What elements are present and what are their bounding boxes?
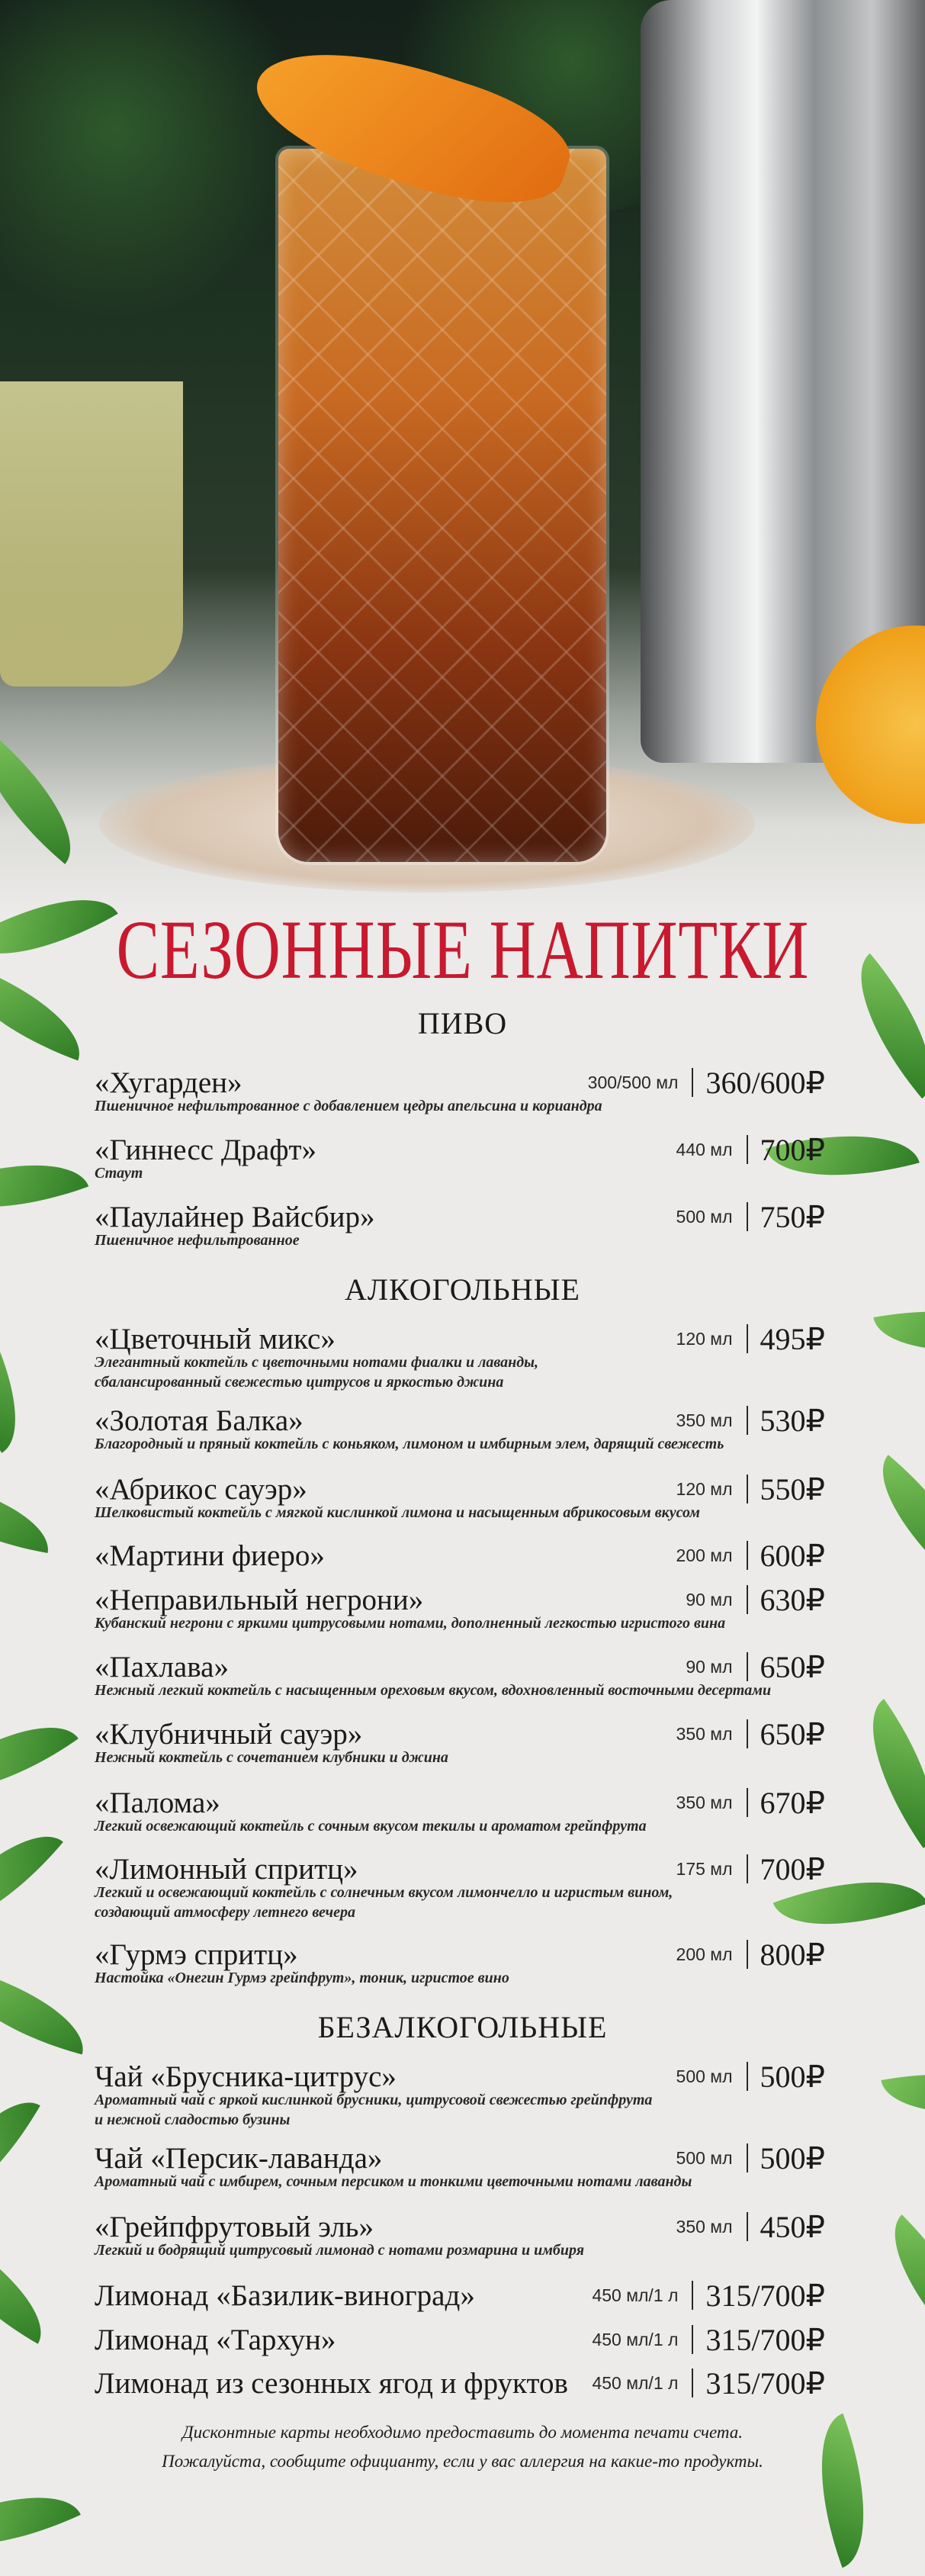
menu-item-row bbox=[95, 2058, 825, 2095]
leaf-decoration bbox=[900, 1117, 925, 1271]
item-price: 315/700₽ bbox=[705, 2322, 825, 2357]
menu-item bbox=[95, 1131, 825, 1183]
item-name: «Цветочный микс» bbox=[95, 1322, 336, 1356]
menu-item-row bbox=[95, 1131, 825, 1168]
menu-item-row bbox=[95, 2321, 825, 2358]
section-heading-beer: ПИВО bbox=[417, 1006, 508, 1040]
item-name: «Золотая Балка» bbox=[95, 1404, 304, 1437]
item-description: Кубанский негрони с яркими цитрусовыми нотами, дополненный легкостью игристого вина bbox=[95, 1615, 726, 1632]
item-volume: 350 мл bbox=[676, 2216, 733, 2237]
divider bbox=[747, 1202, 748, 1231]
item-description: Ароматный чай с имбирем, сочным персиком и тонкими цветочными нотами лаванды bbox=[95, 2173, 692, 2190]
menu-item-row bbox=[95, 1648, 825, 1685]
item-price: 315/700₽ bbox=[705, 2278, 825, 2313]
divider bbox=[747, 2062, 748, 2091]
divider bbox=[747, 1652, 748, 1681]
item-description: Элегантный коктейль с цветочными нотами фиалки и лаванды, сбалансированный свежестью цитрусов и яркостью джина bbox=[95, 1354, 539, 1391]
leaf-decoration bbox=[0, 2225, 65, 2344]
foliage-bg bbox=[0, 0, 305, 320]
item-price: 360/600₽ bbox=[705, 1065, 825, 1100]
menu-item bbox=[95, 1402, 825, 1454]
item-name: «Гиннесс Драфт» bbox=[95, 1133, 317, 1166]
item-name: «Пахлава» bbox=[95, 1650, 229, 1684]
divider bbox=[747, 1940, 748, 1969]
leaf-decoration bbox=[0, 1137, 88, 1237]
item-price: 630₽ bbox=[760, 1582, 825, 1617]
item-volume: 500 мл bbox=[676, 2066, 733, 2086]
divider bbox=[747, 1406, 748, 1435]
item-description: Легкий и освежающий коктейль с солнечным вкусом лимончелло и игристым вином, создающий атмосферу летнего вечера bbox=[95, 1884, 673, 1921]
menu-item bbox=[95, 2140, 825, 2192]
page-title-text: СЕЗОННЫЕ НАПИТКИ bbox=[116, 903, 809, 996]
menu-item-row bbox=[95, 1064, 825, 1101]
leaf-decoration bbox=[864, 2214, 925, 2355]
leaf-decoration bbox=[881, 2055, 925, 2133]
item-volume: 500 мл bbox=[676, 1206, 733, 1227]
page-title bbox=[0, 903, 925, 996]
menu-item bbox=[95, 1784, 825, 1836]
item-volume: 200 мл bbox=[676, 1545, 733, 1565]
item-volume: 450 мл/1 л bbox=[592, 2329, 679, 2349]
section-heading-non-alcoholic: БЕЗАЛКОГОЛЬНЫЕ bbox=[317, 2010, 608, 2044]
menu-item-row bbox=[95, 1581, 825, 1618]
menu-item bbox=[95, 2321, 825, 2358]
item-name: «Мартини фиеро» bbox=[95, 1539, 325, 1572]
leaf-decoration bbox=[0, 1695, 79, 1822]
item-name: «Палома» bbox=[95, 1786, 220, 1819]
menu-item-row bbox=[95, 1716, 825, 1752]
footer-note bbox=[0, 2418, 925, 2476]
menu-item-row bbox=[95, 1198, 825, 1235]
menu-item-row bbox=[95, 1471, 825, 1507]
leaf-decoration bbox=[854, 1455, 925, 1589]
leaf-decoration bbox=[0, 2079, 40, 2231]
item-name: «Гурмэ спритц» bbox=[95, 1938, 298, 1971]
menu-item bbox=[95, 1064, 825, 1116]
menu-item-row bbox=[95, 1537, 825, 1574]
item-description: Настойка «Онегин Гурмэ грейпфрут», тоник, игристое вино bbox=[95, 1970, 509, 1986]
divider bbox=[747, 1541, 748, 1570]
item-description: Нежный коктейль с сочетанием клубники и джина bbox=[95, 1749, 448, 1766]
item-name: Лимонад из сезонных ягод и фруктов bbox=[95, 2366, 568, 2400]
lemonade-glass-image bbox=[0, 381, 183, 687]
divider bbox=[747, 1719, 748, 1748]
item-volume: 450 мл/1 л bbox=[592, 2372, 679, 2393]
item-price: 500₽ bbox=[760, 2140, 825, 2176]
item-name: «Хугарден» bbox=[95, 1066, 242, 1099]
leaf-decoration bbox=[0, 1301, 48, 1453]
leaf-decoration bbox=[840, 1699, 925, 1848]
leaf-decoration bbox=[0, 1475, 57, 1553]
item-volume: 175 мл bbox=[676, 1858, 733, 1879]
divider bbox=[747, 1854, 748, 1883]
menu-item-row bbox=[95, 2140, 825, 2176]
item-description: Ароматный чай с яркой кислинкой брусники, цитрусовой свежестью грейпфрута и нежной сладостью бузины bbox=[95, 2092, 653, 2128]
item-volume: 120 мл bbox=[676, 1478, 733, 1499]
item-name: «Лимонный спритц» bbox=[95, 1852, 358, 1886]
item-volume: 300/500 мл bbox=[587, 1072, 679, 1092]
divider bbox=[747, 1788, 748, 1817]
item-description: Нежный легкий коктейль с насыщенным ореховым вкусом, вдохновленный восточными десертами bbox=[95, 1682, 772, 1699]
item-price: 315/700₽ bbox=[705, 2365, 825, 2401]
menu-item bbox=[95, 1198, 825, 1250]
item-name: «Клубничный сауэр» bbox=[95, 1717, 363, 1751]
hero-photo bbox=[0, 0, 925, 915]
item-volume: 90 мл bbox=[686, 1656, 733, 1677]
item-price: 800₽ bbox=[760, 1937, 825, 1972]
divider bbox=[747, 1475, 748, 1503]
divider bbox=[692, 2281, 693, 2310]
item-description: Стаут bbox=[95, 1165, 143, 1182]
menu-item bbox=[95, 2058, 825, 2130]
item-volume: 440 мл bbox=[676, 1139, 733, 1159]
item-volume: 200 мл bbox=[676, 1944, 733, 1964]
menu-item-row bbox=[95, 2365, 825, 2401]
footer-line-discount: Дисконтные карты необходимо предоставить до момента печати счета. bbox=[182, 2423, 743, 2442]
menu-item-row bbox=[95, 1851, 825, 1887]
item-description: Легкий освежающий коктейль с сочным вкусом текилы и ароматом грейпфрута bbox=[95, 1818, 647, 1835]
menu-item bbox=[95, 1716, 825, 1767]
item-description: Благородный и пряный коктейль с коньяком, лимоном и имбирным элем, дарящий свежесть bbox=[95, 1436, 724, 1452]
item-name: Лимонад «Базилик-виноград» bbox=[95, 2279, 475, 2312]
item-name: Чай «Персик-лаванда» bbox=[95, 2141, 383, 2175]
item-price: 670₽ bbox=[760, 1785, 825, 1820]
item-volume: 500 мл bbox=[676, 2147, 733, 2168]
divider bbox=[692, 2325, 693, 2354]
item-volume: 350 мл bbox=[676, 1723, 733, 1744]
item-price: 650₽ bbox=[760, 1716, 825, 1751]
item-description: Пшеничное нефильтрованное с добавлением цедры апельсина и кориандра bbox=[95, 1098, 602, 1114]
item-description: Шелковистый коктейль с мягкой кислинкой лимона и насыщенным абрикосовым вкусом bbox=[95, 1504, 700, 1521]
item-volume: 450 мл/1 л bbox=[592, 2285, 679, 2305]
menu-item-row bbox=[95, 1784, 825, 1821]
item-price: 450₽ bbox=[760, 2209, 825, 2244]
item-price: 500₽ bbox=[760, 2059, 825, 2094]
item-description: Пшеничное нефильтрованное bbox=[95, 1232, 300, 1249]
item-volume: 90 мл bbox=[686, 1589, 733, 1610]
item-price: 750₽ bbox=[760, 1199, 825, 1234]
menu-item bbox=[95, 1581, 825, 1633]
divider bbox=[747, 1585, 748, 1614]
item-volume: 120 мл bbox=[676, 1328, 733, 1349]
item-name: Чай «Брусника-цитрус» bbox=[95, 2060, 397, 2093]
divider bbox=[747, 2212, 748, 2241]
divider bbox=[692, 1068, 693, 1097]
leaf-decoration bbox=[0, 1808, 63, 1954]
menu-item-row bbox=[95, 1936, 825, 1973]
menu-item bbox=[95, 1936, 825, 1988]
menu-item bbox=[95, 1851, 825, 1922]
menu-item bbox=[95, 1648, 825, 1700]
item-name: «Неправильный негрони» bbox=[95, 1583, 424, 1616]
item-volume: 350 мл bbox=[676, 1410, 733, 1430]
menu-item bbox=[95, 2208, 825, 2260]
item-name: «Грейпфрутовый эль» bbox=[95, 2210, 374, 2243]
menu-item bbox=[95, 1471, 825, 1523]
menu-item bbox=[95, 1320, 825, 1392]
divider bbox=[747, 1135, 748, 1164]
menu-item bbox=[95, 2365, 825, 2401]
item-price: 530₽ bbox=[760, 1403, 825, 1438]
section-heading-alcoholic: АЛКОГОЛЬНЫЕ bbox=[345, 1272, 580, 1307]
item-price: 700₽ bbox=[760, 1132, 825, 1167]
menu-item-row bbox=[95, 1402, 825, 1439]
item-name: Лимонад «Тархун» bbox=[95, 2323, 336, 2356]
item-description: Легкий и бодрящий цитрусовый лимонад с нотами розмарина и имбиря bbox=[95, 2242, 585, 2259]
menu-item bbox=[95, 2277, 825, 2314]
divider bbox=[747, 1324, 748, 1353]
item-volume: 350 мл bbox=[676, 1792, 733, 1812]
item-price: 700₽ bbox=[760, 1851, 825, 1886]
item-price: 650₽ bbox=[760, 1649, 825, 1684]
divider bbox=[692, 2369, 693, 2398]
footer-line-allergy: Пожалуйста, сообщите официанту, если у вас аллергия на какие-то продукты. bbox=[162, 2452, 763, 2471]
cocktail-glass-image bbox=[278, 149, 606, 862]
leaf-decoration bbox=[0, 2466, 81, 2576]
menu-item-row bbox=[95, 1320, 825, 1357]
item-price: 550₽ bbox=[760, 1471, 825, 1507]
menu-item-row bbox=[95, 2208, 825, 2245]
item-price: 600₽ bbox=[760, 1538, 825, 1573]
divider bbox=[747, 2143, 748, 2172]
menu-item bbox=[95, 1537, 825, 1574]
item-price: 495₽ bbox=[760, 1321, 825, 1356]
item-name: «Паулайнер Вайсбир» bbox=[95, 1200, 375, 1233]
item-name: «Абрикос сауэр» bbox=[95, 1472, 307, 1506]
menu-item-row bbox=[95, 2277, 825, 2314]
